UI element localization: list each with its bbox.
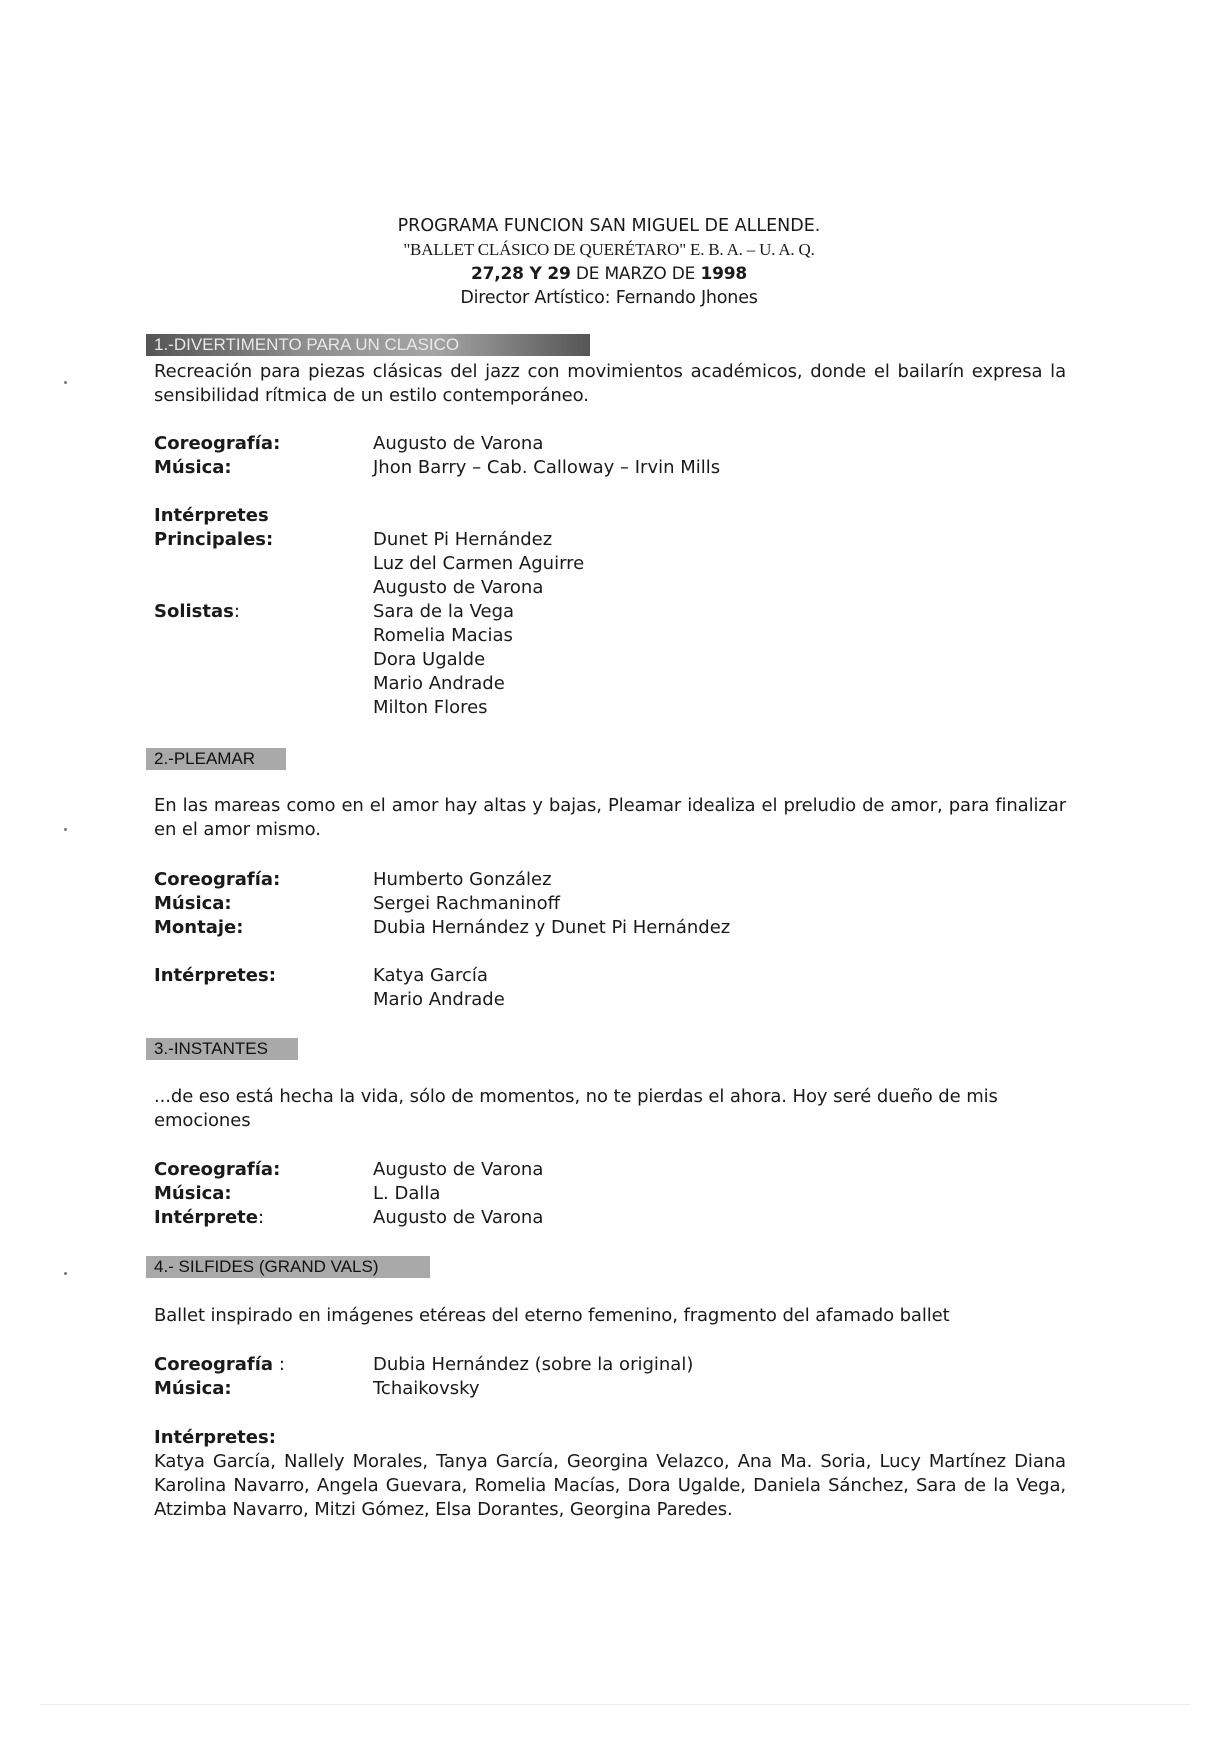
section-4-title: 4.- SILFIDES (GRAND VALS) <box>146 1256 430 1278</box>
section-1-principal-row <box>154 552 1054 576</box>
section-3-description: ...de eso está hecha la vida, sólo de momentos, no te pierdas el ahora. Hoy seré dueño de mis emociones <box>154 1086 998 1131</box>
section-2-interpretes-row <box>154 964 1054 988</box>
principal-dancer: Luz del Carmen Aguirre <box>373 553 585 574</box>
section-1-solistas-row <box>154 600 1054 624</box>
program-header <box>150 214 1068 310</box>
montaje-value: Dubia Hernández y Dunet Pi Hernández <box>373 917 731 938</box>
section-2-coreografia-row <box>154 868 1054 892</box>
header-title: PROGRAMA FUNCION SAN MIGUEL DE ALLENDE. <box>397 216 821 236</box>
section-1-soloist-row <box>154 624 1054 648</box>
section-3-coreografia-row <box>154 1158 1054 1182</box>
interpretes-label: Intérpretes: <box>154 965 276 986</box>
solistas-label: Solistas: <box>154 601 240 622</box>
interpretes-label: Intérpretes: <box>154 1427 276 1448</box>
musica-value: L. Dalla <box>373 1183 441 1204</box>
section-4-interpretes-label-row <box>154 1426 1054 1450</box>
section-3-title: 3.-INSTANTES <box>146 1038 298 1060</box>
principal-dancer: Augusto de Varona <box>373 577 544 598</box>
header-dates <box>150 262 1068 286</box>
section-4-musica-row <box>154 1377 1054 1401</box>
musica-value: Sergei Rachmaninoff <box>373 893 561 914</box>
interprete-value: Augusto de Varona <box>373 1207 544 1228</box>
scan-dot <box>64 828 67 831</box>
soloist-dancer: Sara de la Vega <box>373 601 515 622</box>
soloist-dancer: Mario Andrade <box>373 673 505 694</box>
section-4-coreografia-row <box>154 1353 1054 1377</box>
coreografia-value: Humberto González <box>373 869 552 890</box>
header-director: Director Artístico: Fernando Jhones <box>460 288 758 308</box>
coreografia-value: Augusto de Varona <box>373 433 544 454</box>
section-1-coreografia-row <box>154 432 1054 456</box>
coreografia-label: Coreografía: <box>154 1159 281 1180</box>
section-4-interpretes-list: Katya García, Nallely Morales, Tanya García, Georgina Velazco, Ana Ma. Soria, Lucy Martínez Diana Karolina Navarro, Angela Guevara, Romelia Macías, Dora Ugalde, Daniela Sánchez, Sara de la Vega, Atzimba Navarro, Mitzi Gómez, Elsa Dorantes, Georgina Paredes. <box>154 1451 1066 1520</box>
coreografia-value: Augusto de Varona <box>373 1159 544 1180</box>
interprete-label: Intérprete: <box>154 1207 265 1228</box>
section-2-title: 2.-PLEAMAR <box>146 748 286 770</box>
scan-dot <box>64 381 67 384</box>
musica-label: Música: <box>154 893 232 914</box>
section-1-soloist-row <box>154 648 1054 672</box>
dancer: Mario Andrade <box>373 989 505 1010</box>
dancer: Katya García <box>373 965 488 986</box>
interpretes-label: Intérpretes <box>154 505 269 526</box>
section-4-description: Ballet inspirado en imágenes etéreas del eterno femenino, fragmento del afamado ballet <box>154 1305 950 1326</box>
section-1-soloist-row <box>154 672 1054 696</box>
soloist-dancer: Romelia Macias <box>373 625 513 646</box>
header-month: DE MARZO DE <box>570 264 701 284</box>
section-1-principal-row <box>154 576 1054 600</box>
principales-label: Principales: <box>154 529 274 550</box>
section-1-title: 1.-DIVERTIMENTO PARA UN CLASICO <box>146 334 590 356</box>
section-2-description: En las mareas como en el amor hay altas y bajas, Pleamar idealiza el preludio de amor, para finalizar en el amor mismo. <box>154 795 1066 840</box>
header-days: 27,28 Y 29 <box>471 264 571 284</box>
section-2-musica-row <box>154 892 1054 916</box>
header-company: "BALLET CLÁSICO DE QUERÉTARO" E. B. A. – U. A. Q. <box>403 240 815 259</box>
principal-dancer: Dunet Pi Hernández <box>373 529 553 550</box>
section-3-interprete-row <box>154 1206 1054 1230</box>
section-2-dancer-row <box>154 988 1054 1012</box>
coreografia-label: Coreografía: <box>154 869 281 890</box>
section-1-musica-row <box>154 456 1054 480</box>
header-year: 1998 <box>700 264 747 284</box>
section-1-interpretes-label-row <box>154 504 1054 528</box>
section-1-soloist-row <box>154 696 1054 720</box>
coreografia-value: Dubia Hernández (sobre la original) <box>373 1354 694 1375</box>
montaje-label: Montaje: <box>154 917 244 938</box>
soloist-dancer: Dora Ugalde <box>373 649 486 670</box>
musica-value: Tchaikovsky <box>373 1378 480 1399</box>
musica-label: Música: <box>154 1378 232 1399</box>
coreografia-label: Coreografía : <box>154 1354 285 1375</box>
musica-label: Música: <box>154 1183 232 1204</box>
soloist-dancer: Milton Flores <box>373 697 488 718</box>
scan-dot <box>64 1272 67 1275</box>
scan-edge-line <box>40 1704 1190 1705</box>
section-2-montaje-row <box>154 916 1054 940</box>
musica-value: Jhon Barry – Cab. Calloway – Irvin Mills <box>373 457 721 478</box>
section-1-principales-row <box>154 528 1054 552</box>
coreografia-label: Coreografía: <box>154 433 281 454</box>
section-1-description: Recreación para piezas clásicas del jazz con movimientos académicos, donde el bailarín expresa la sensibilidad rítmica de un estilo contemporáneo. <box>154 361 1066 406</box>
musica-label: Música: <box>154 457 232 478</box>
section-3-musica-row <box>154 1182 1054 1206</box>
